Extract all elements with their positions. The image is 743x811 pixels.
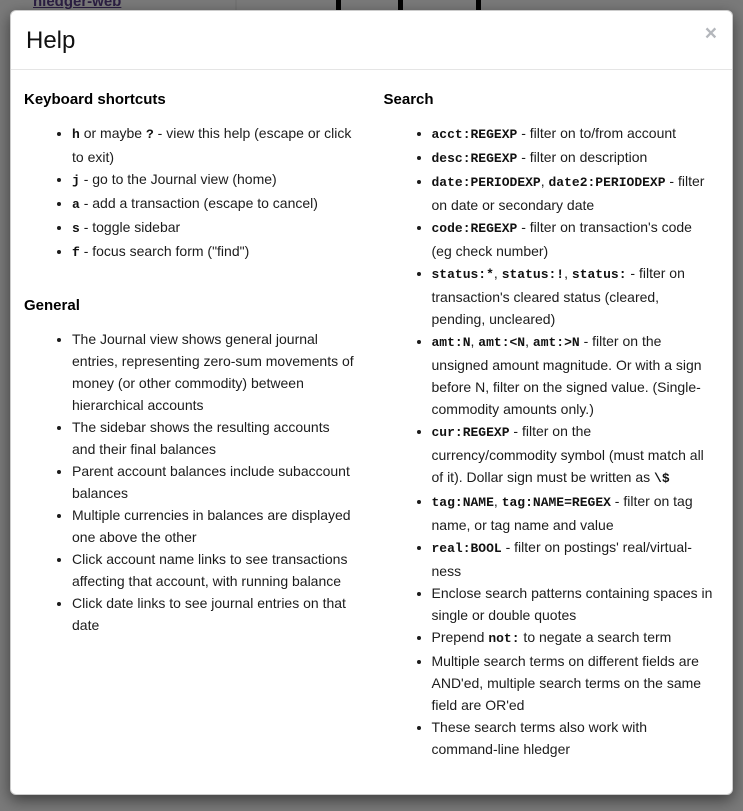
help-item: • Enclose search patterns containing spaces in single or double quotes xyxy=(432,582,717,626)
help-item: • Click date links to see journal entries on that date xyxy=(72,592,357,636)
help-item: • code:REGEXP - filter on transaction's code (eg check number) xyxy=(432,216,717,262)
help-list xyxy=(384,122,717,760)
close-icon[interactable]: × xyxy=(704,22,717,45)
help-item: • The Journal view shows general journal entries, representing zero-sum movements of money (or other commodity) between hierarchical accounts xyxy=(72,328,357,416)
code-term: tag:NAME xyxy=(431,495,494,511)
help-item: • real:BOOL - filter on postings' real/virtual-ness xyxy=(432,536,717,582)
modal-body xyxy=(11,70,732,790)
help-item: • f - focus search form ("find") xyxy=(72,240,357,264)
help-item: • desc:REGEXP - filter on description xyxy=(432,146,717,170)
modal-title: Help xyxy=(26,27,76,54)
code-term: acct:REGEXP xyxy=(431,127,518,143)
help-item: • Multiple search terms on different fields are AND'ed, multiple search terms on the same field are OR'ed xyxy=(432,650,717,716)
help-item: • a - add a transaction (escape to cancel) xyxy=(72,192,357,216)
help-column-left xyxy=(11,90,371,770)
code-term: tag:NAME=REGEX xyxy=(501,495,611,511)
code-term: a xyxy=(72,197,80,213)
section-heading: General xyxy=(24,297,80,315)
code-term: real:BOOL xyxy=(431,541,502,557)
code-term: status: xyxy=(571,267,627,283)
section-heading: Keyboard shortcuts xyxy=(24,91,166,109)
code-term: date:PERIODEXP xyxy=(431,175,541,191)
help-item: • These search terms also work with command-line hledger xyxy=(432,716,717,760)
help-item: • The sidebar shows the resulting accounts and their final balances xyxy=(72,416,357,460)
code-term: amt:<N xyxy=(478,335,526,351)
code-term: f xyxy=(72,245,80,261)
help-item: • cur:REGEXP - filter on the currency/commodity symbol (must match all of it). Dollar sign must be written as \$ xyxy=(432,420,717,490)
help-item: • Parent account balances include subaccount balances xyxy=(72,460,357,504)
code-term: h xyxy=(72,127,80,143)
help-item: • j - go to the Journal view (home) xyxy=(72,168,357,192)
help-item: • date:PERIODEXP, date2:PERIODEXP - filter on date or secondary date xyxy=(432,170,717,216)
help-item: • status:*, status:!, status: - filter on transaction's cleared status (cleared, pending, uncleared) xyxy=(432,262,717,330)
help-item: • Click account name links to see transactions affecting that account, with running balance xyxy=(72,548,357,592)
help-item: • s - toggle sidebar xyxy=(72,216,357,240)
code-term: cur:REGEXP xyxy=(431,425,510,441)
code-term: status:! xyxy=(501,267,565,283)
help-modal xyxy=(10,10,733,795)
code-term: amt:>N xyxy=(532,335,580,351)
section-heading: Search xyxy=(383,91,434,109)
code-term: ? xyxy=(145,127,154,143)
help-item: • Multiple currencies in balances are displayed one above the other xyxy=(72,504,357,548)
code-term: \$ xyxy=(654,471,670,487)
modal-header xyxy=(11,11,732,70)
help-item: • tag:NAME, tag:NAME=REGEX - filter on tag name, or tag name and value xyxy=(432,490,717,536)
code-term: s xyxy=(72,221,80,237)
code-term: j xyxy=(72,173,80,189)
help-item: • Prepend not: to negate a search term xyxy=(432,626,717,650)
help-item: • acct:REGEXP - filter on to/from account xyxy=(432,122,717,146)
code-term: status:* xyxy=(431,267,494,283)
help-item: • amt:N, amt:<N, amt:>N - filter on the unsigned amount magnitude. Or with a sign before N, filter on the signed value. (Single-commodity amounts only.) xyxy=(432,330,717,420)
help-column-right xyxy=(371,90,731,770)
help-item: • h or maybe ? - view this help (escape or click to exit) xyxy=(72,122,357,168)
code-term: not: xyxy=(488,631,520,647)
code-term: code:REGEXP xyxy=(431,221,518,237)
help-list xyxy=(24,328,357,636)
help-list xyxy=(24,122,357,264)
code-term: amt:N xyxy=(431,335,471,351)
code-term: desc:REGEXP xyxy=(431,151,518,167)
code-term: date2:PERIODEXP xyxy=(548,175,666,191)
